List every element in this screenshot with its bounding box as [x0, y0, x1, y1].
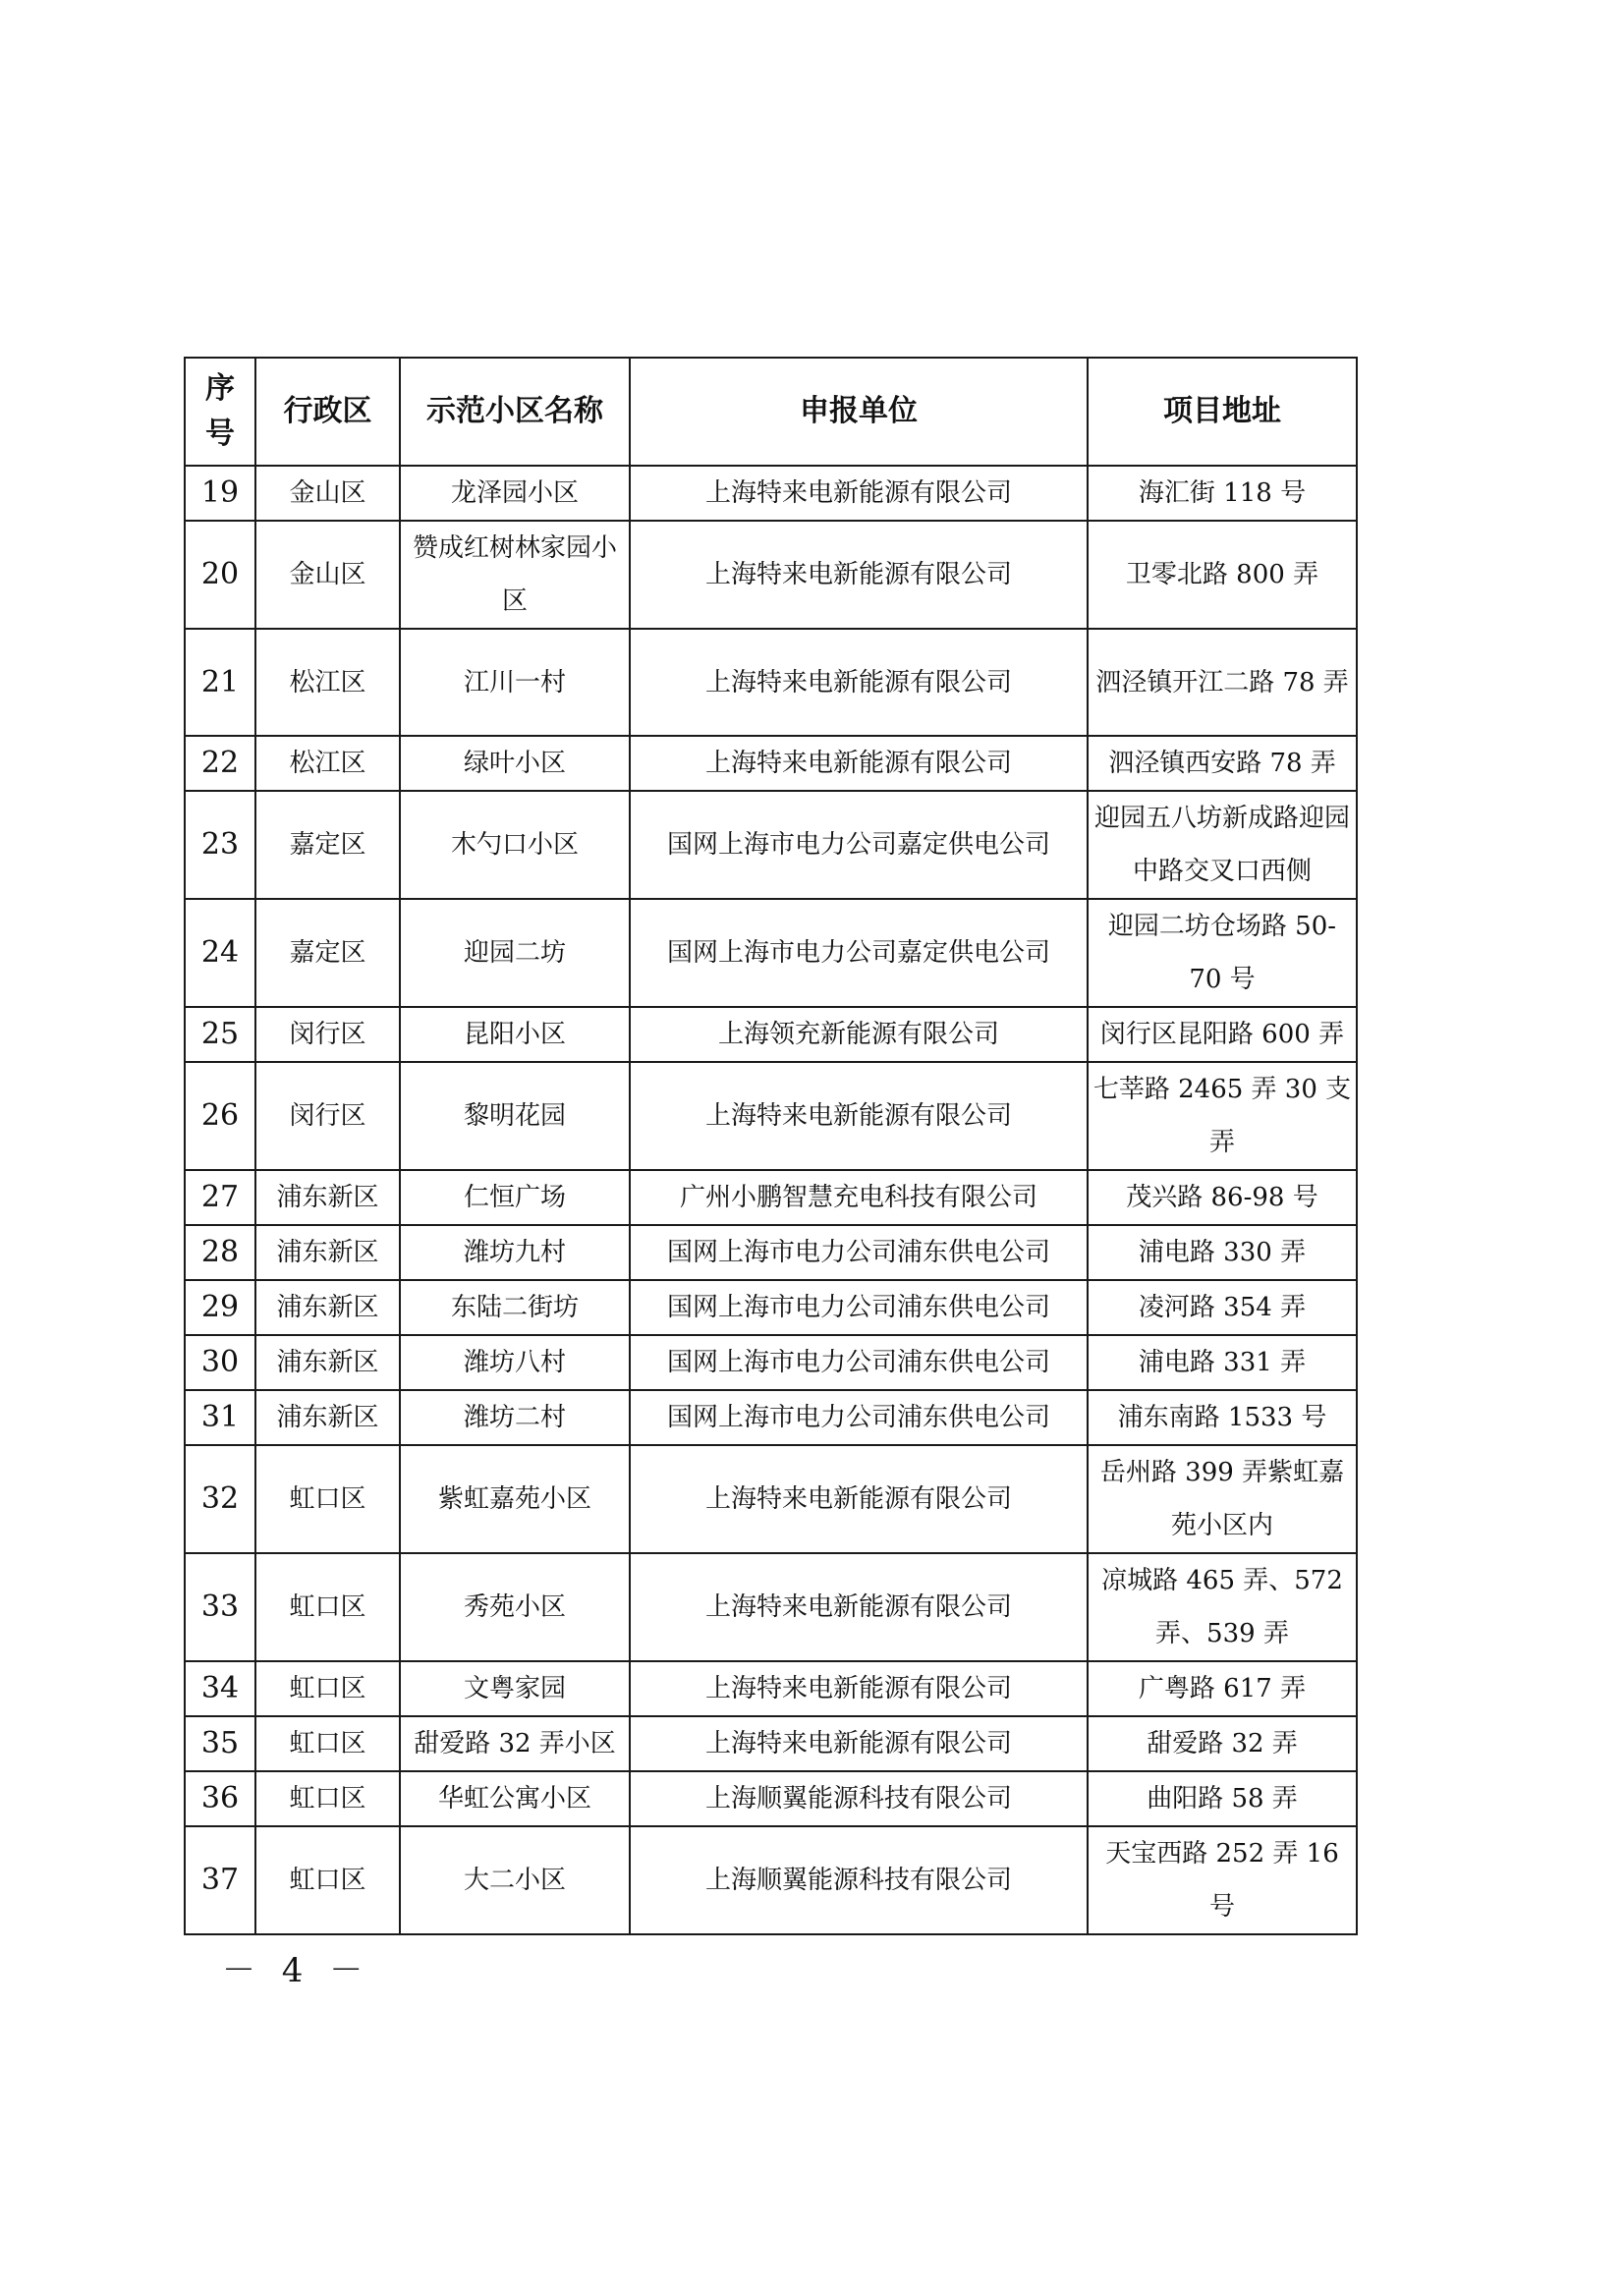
cell-district: 虹口区 [255, 1716, 400, 1771]
table-row [185, 1553, 1357, 1661]
page-number: － 4 － [222, 1951, 371, 1990]
cell-district: 闵行区 [255, 1007, 400, 1062]
table-row [185, 1062, 1357, 1170]
cell-project-address: 茂兴路 86-98 号 [1088, 1170, 1357, 1225]
cell-seq: 28 [185, 1225, 255, 1280]
cell-community-name: 木勺口小区 [400, 791, 630, 899]
table-row [185, 629, 1357, 736]
cell-district: 浦东新区 [255, 1225, 400, 1280]
cell-applicant-unit: 国网上海市电力公司浦东供电公司 [630, 1390, 1088, 1445]
cell-applicant-unit: 上海领充新能源有限公司 [630, 1007, 1088, 1062]
header-community-name: 示范小区名称 [400, 358, 630, 466]
table-row [185, 1280, 1357, 1335]
cell-applicant-unit: 国网上海市电力公司浦东供电公司 [630, 1280, 1088, 1335]
table-row [185, 521, 1357, 629]
cell-seq: 20 [185, 521, 255, 629]
cell-project-address: 浦电路 331 弄 [1088, 1335, 1357, 1390]
cell-district: 虹口区 [255, 1553, 400, 1661]
cell-community-name: 东陆二街坊 [400, 1280, 630, 1335]
project-table [184, 357, 1358, 1935]
cell-community-name: 文粤家园 [400, 1661, 630, 1716]
cell-seq: 35 [185, 1716, 255, 1771]
header-project-address: 项目地址 [1088, 358, 1357, 466]
cell-seq: 30 [185, 1335, 255, 1390]
cell-district: 浦东新区 [255, 1280, 400, 1335]
cell-project-address: 迎园五八坊新成路迎园中路交叉口西侧 [1088, 791, 1357, 899]
cell-community-name: 潍坊九村 [400, 1225, 630, 1280]
cell-seq: 21 [185, 629, 255, 736]
cell-applicant-unit: 广州小鹏智慧充电科技有限公司 [630, 1170, 1088, 1225]
table-row [185, 736, 1357, 791]
cell-project-address: 七莘路 2465 弄 30 支弄 [1088, 1062, 1357, 1170]
cell-community-name: 潍坊二村 [400, 1390, 630, 1445]
cell-project-address: 浦电路 330 弄 [1088, 1225, 1357, 1280]
cell-community-name: 华虹公寓小区 [400, 1771, 630, 1826]
table-header-row [185, 358, 1357, 466]
cell-project-address: 甜爱路 32 弄 [1088, 1716, 1357, 1771]
cell-project-address: 天宝西路 252 弄 16 号 [1088, 1826, 1357, 1934]
cell-project-address: 凉城路 465 弄、572 弄、539 弄 [1088, 1553, 1357, 1661]
cell-applicant-unit: 上海特来电新能源有限公司 [630, 1716, 1088, 1771]
cell-project-address: 浦东南路 1533 号 [1088, 1390, 1357, 1445]
cell-seq: 23 [185, 791, 255, 899]
cell-community-name: 迎园二坊 [400, 899, 630, 1007]
cell-district: 虹口区 [255, 1661, 400, 1716]
cell-community-name: 潍坊八村 [400, 1335, 630, 1390]
cell-district: 松江区 [255, 629, 400, 736]
cell-district: 金山区 [255, 521, 400, 629]
cell-project-address: 凌河路 354 弄 [1088, 1280, 1357, 1335]
cell-seq: 37 [185, 1826, 255, 1934]
table-row [185, 1335, 1357, 1390]
cell-applicant-unit: 国网上海市电力公司浦东供电公司 [630, 1225, 1088, 1280]
table-row [185, 466, 1357, 521]
cell-applicant-unit: 上海特来电新能源有限公司 [630, 629, 1088, 736]
table-row [185, 1661, 1357, 1716]
table-row [185, 899, 1357, 1007]
cell-applicant-unit: 国网上海市电力公司嘉定供电公司 [630, 899, 1088, 1007]
cell-district: 金山区 [255, 466, 400, 521]
cell-district: 嘉定区 [255, 899, 400, 1007]
table-row [185, 791, 1357, 899]
cell-community-name: 绿叶小区 [400, 736, 630, 791]
table-row [185, 1007, 1357, 1062]
cell-seq: 26 [185, 1062, 255, 1170]
cell-district: 虹口区 [255, 1771, 400, 1826]
cell-project-address: 卫零北路 800 弄 [1088, 521, 1357, 629]
cell-applicant-unit: 上海特来电新能源有限公司 [630, 1445, 1088, 1553]
cell-district: 松江区 [255, 736, 400, 791]
cell-seq: 24 [185, 899, 255, 1007]
cell-seq: 27 [185, 1170, 255, 1225]
table-row [185, 1716, 1357, 1771]
cell-applicant-unit: 上海特来电新能源有限公司 [630, 1553, 1088, 1661]
cell-applicant-unit: 上海特来电新能源有限公司 [630, 736, 1088, 791]
table-row [185, 1225, 1357, 1280]
cell-community-name: 仁恒广场 [400, 1170, 630, 1225]
cell-community-name: 紫虹嘉苑小区 [400, 1445, 630, 1553]
table-body [185, 466, 1357, 1934]
table-row [185, 1771, 1357, 1826]
table-row [185, 1826, 1357, 1934]
cell-district: 浦东新区 [255, 1170, 400, 1225]
cell-community-name: 黎明花园 [400, 1062, 630, 1170]
cell-applicant-unit: 上海特来电新能源有限公司 [630, 466, 1088, 521]
cell-applicant-unit: 上海特来电新能源有限公司 [630, 1661, 1088, 1716]
cell-seq: 36 [185, 1771, 255, 1826]
cell-applicant-unit: 上海顺翼能源科技有限公司 [630, 1826, 1088, 1934]
cell-district: 浦东新区 [255, 1390, 400, 1445]
cell-seq: 29 [185, 1280, 255, 1335]
cell-community-name: 龙泽园小区 [400, 466, 630, 521]
cell-project-address: 广粤路 617 弄 [1088, 1661, 1357, 1716]
cell-project-address: 闵行区昆阳路 600 弄 [1088, 1007, 1357, 1062]
cell-district: 闵行区 [255, 1062, 400, 1170]
cell-seq: 31 [185, 1390, 255, 1445]
cell-project-address: 海汇街 118 号 [1088, 466, 1357, 521]
cell-seq: 25 [185, 1007, 255, 1062]
cell-community-name: 甜爱路 32 弄小区 [400, 1716, 630, 1771]
cell-project-address: 泗泾镇西安路 78 弄 [1088, 736, 1357, 791]
cell-project-address: 迎园二坊仓场路 50-70 号 [1088, 899, 1357, 1007]
header-seq-line-1: 序 [205, 371, 235, 406]
header-district: 行政区 [255, 358, 400, 466]
cell-project-address: 岳州路 399 弄紫虹嘉苑小区内 [1088, 1445, 1357, 1553]
cell-seq: 19 [185, 466, 255, 521]
header-applicant-unit: 申报单位 [630, 358, 1088, 466]
table-row [185, 1445, 1357, 1553]
cell-seq: 32 [185, 1445, 255, 1553]
cell-district: 虹口区 [255, 1445, 400, 1553]
header-seq-line-2: 号 [205, 417, 235, 451]
header-seq [185, 358, 255, 466]
cell-applicant-unit: 上海顺翼能源科技有限公司 [630, 1771, 1088, 1826]
cell-project-address: 泗泾镇开江二路 78 弄 [1088, 629, 1357, 736]
table-row [185, 1390, 1357, 1445]
cell-seq: 22 [185, 736, 255, 791]
cell-seq: 34 [185, 1661, 255, 1716]
cell-seq: 33 [185, 1553, 255, 1661]
cell-district: 浦东新区 [255, 1335, 400, 1390]
cell-district: 虹口区 [255, 1826, 400, 1934]
cell-community-name: 江川一村 [400, 629, 630, 736]
cell-applicant-unit: 国网上海市电力公司浦东供电公司 [630, 1335, 1088, 1390]
table-row [185, 1170, 1357, 1225]
cell-district: 嘉定区 [255, 791, 400, 899]
cell-project-address: 曲阳路 58 弄 [1088, 1771, 1357, 1826]
cell-applicant-unit: 上海特来电新能源有限公司 [630, 521, 1088, 629]
cell-community-name: 大二小区 [400, 1826, 630, 1934]
cell-applicant-unit: 上海特来电新能源有限公司 [630, 1062, 1088, 1170]
cell-community-name: 昆阳小区 [400, 1007, 630, 1062]
cell-applicant-unit: 国网上海市电力公司嘉定供电公司 [630, 791, 1088, 899]
cell-community-name: 赞成红树林家园小区 [400, 521, 630, 629]
cell-community-name: 秀苑小区 [400, 1553, 630, 1661]
